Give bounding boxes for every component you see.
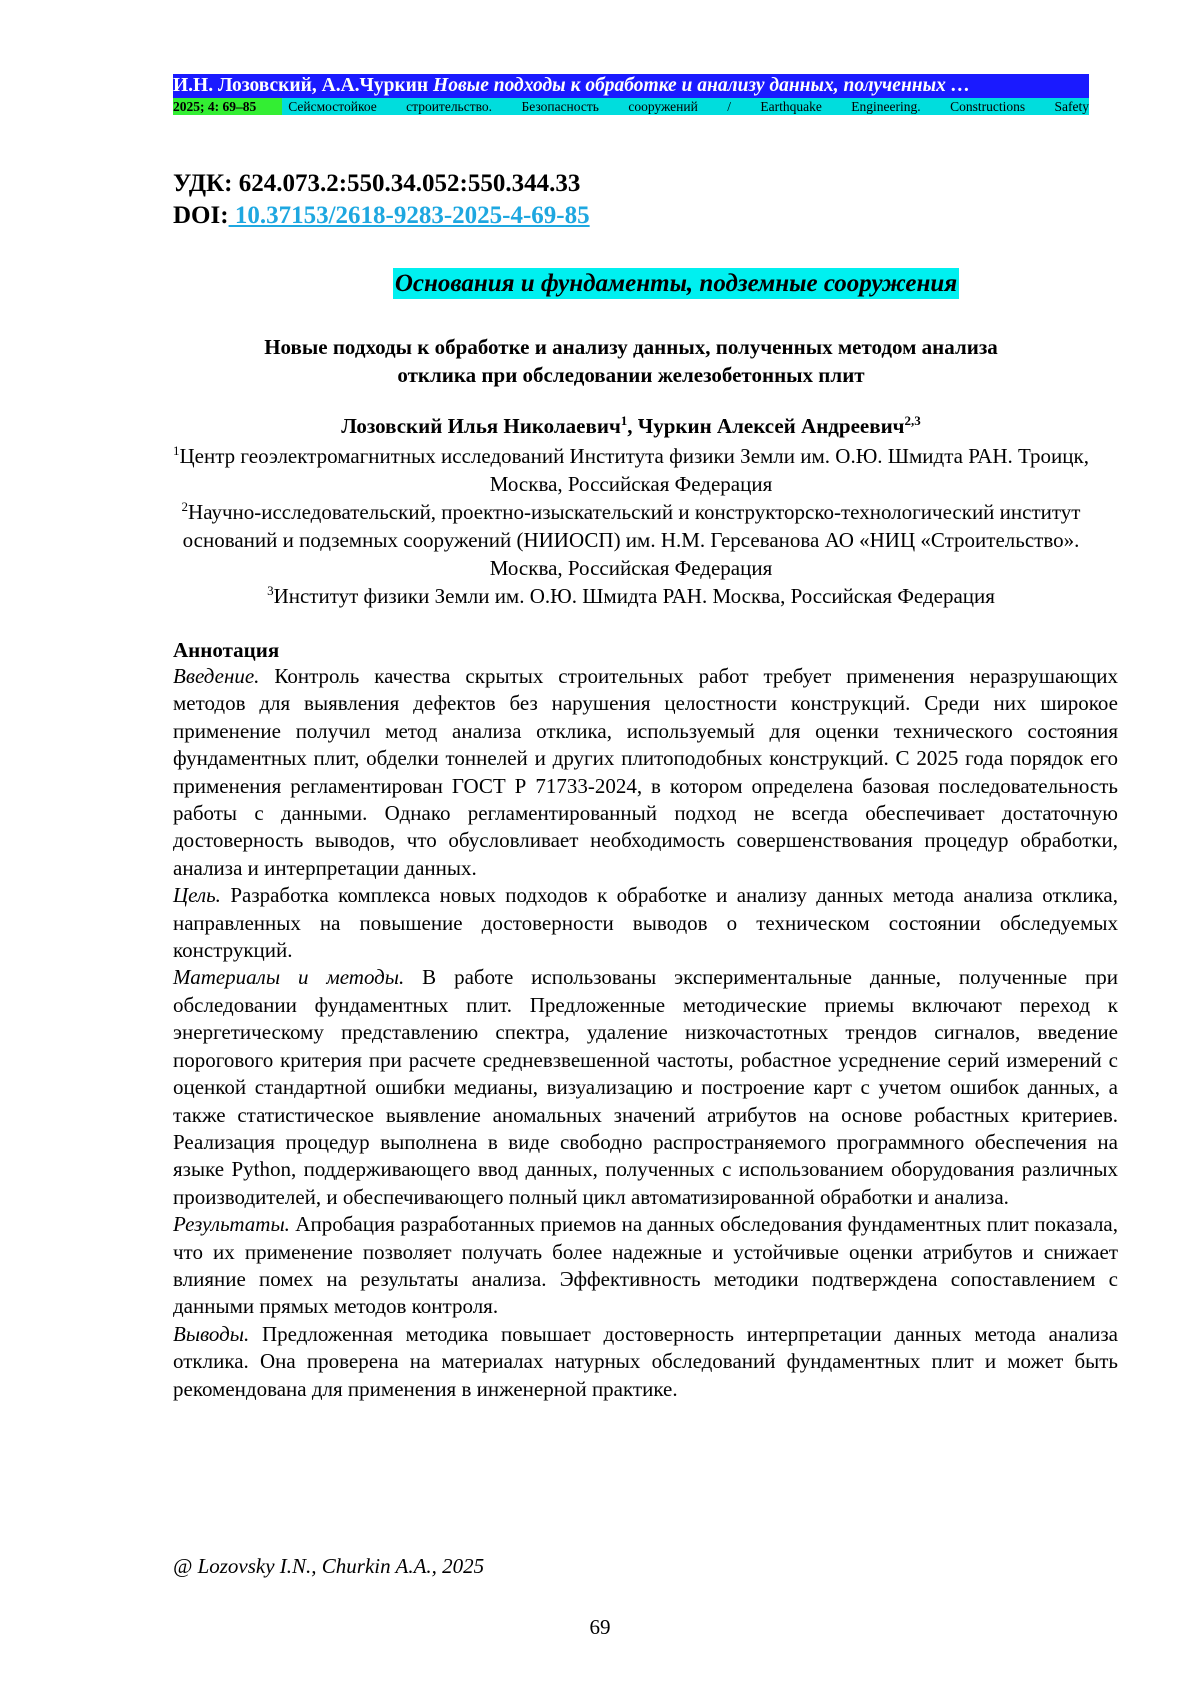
running-header-authors: И.Н. Лозовский, А.А.Чуркин — [173, 75, 429, 96]
abstract-paragraph — [173, 1321, 1118, 1403]
author-name: Чуркин Алексей Андреевич — [637, 414, 905, 438]
abstract-paragraph — [173, 663, 1118, 882]
section-heading: Основания и фундаменты, подземные сооружения — [394, 270, 958, 297]
affiliations — [173, 442, 1089, 610]
running-header-title: Новые подходы к обработке и анализу данных, полученных … — [433, 75, 971, 96]
doi-line — [173, 200, 590, 232]
udk-code: УДК: 624.073.2:550.34.052:550.344.33 — [173, 170, 581, 197]
author-name: Лозовский Илья Николаевич — [341, 414, 621, 438]
abstract-section-text: В работе использованы экспериментальные данные, полученные при обследовании фундаментных плит. Предложенные методические приемы включают переход к энергетическому представлению спектра, удаление низкочастотных трендов сигналов, введение порогового критерия при расчете средневзвешенной частоты, робастное усреднение серий измерений с оценкой стандартной ошибки медианы, визуализацию и построение карт с учетом ошибок данных, а также статистическое выявление аномальных значений атрибутов на основе робастных критериев. Реализация процедур выполнена в виде свободно распространяемого программного обеспечения на языке Python, поддерживающего ввод данных, полученных с использованием оборудования различных производителей, и обеспечивающего полный цикл автоматизированной обработки и анализа. — [173, 965, 1118, 1209]
section-wrap — [0, 268, 1200, 299]
affiliation-mark: 2 — [181, 499, 189, 514]
abstract-section-label: Выводы. — [173, 1321, 250, 1346]
author-affiliation-mark: 1 — [620, 413, 628, 428]
abstract-section-label: Материалы и методы. — [173, 965, 405, 990]
abstract-paragraph — [173, 964, 1118, 1211]
article-title-line: Новые подходы к обработке и анализу данных, полученных методом анализа — [264, 335, 998, 359]
article-title-line: отклика при обследовании железобетонных плит — [397, 363, 865, 387]
author-affiliation-mark: 2,3 — [904, 413, 921, 428]
doi-label: DOI: — [173, 202, 229, 229]
abstract-section-label: Результаты. — [173, 1212, 290, 1237]
abstract-paragraph — [173, 1211, 1118, 1321]
abstract-section-label: Цель. — [173, 883, 221, 908]
affiliation — [173, 442, 1089, 498]
abstract-section-text: Предложенная методика повышает достоверность интерпретации данных метода анализа отклика. Она проверена на материалах натурных обследований фундаментных плит и может быть рекомендована для применения в инженерной практике. — [173, 1321, 1118, 1401]
affiliation-mark: 1 — [173, 443, 180, 458]
abstract-section-text: Контроль качества скрытых строительных работ требует применения неразрушающих методов для выявления дефектов без нарушения целостности конструкций. Среди них широкое применение получил метод анализа отклика, используемый для оценки технического состояния фундаментных плит, обделки тоннелей и других плитоподобных конструкций. С 2025 года порядок его применения регламентирован ГОСТ Р 71733-2024, в котором определена базовая последовательность работы с данными. Однако регламентированный подход не всегда обеспечивает достаточную достоверность выводов, что обусловливает необходимость совершенствования процедур обработки, анализа и интерпретации данных. — [173, 664, 1118, 880]
abstract-section-text: Разработка комплекса новых подходов к обработке и анализу данных метода анализа отклика, направленных на повышение достоверности выводов о техническом состоянии обследуемых конструкций. — [173, 883, 1119, 963]
udk-doi-block — [173, 168, 590, 232]
running-header-journal-bar — [173, 98, 1089, 115]
affiliation-text: Институт физики Земли им. О.Ю. Шмидта РАН. Москва, Российская Федерация — [273, 584, 995, 608]
issue-info: 2025; 4: 69–85 — [173, 98, 282, 115]
author-list — [173, 413, 1089, 439]
affiliation — [173, 582, 1089, 610]
article-title — [173, 333, 1089, 389]
affiliation-mark: 3 — [267, 583, 274, 598]
abstract-section-label: Введение. — [173, 664, 260, 688]
abstract-paragraph — [173, 882, 1118, 964]
affiliation-text: Научно-исследовательский, проектно-изыскательский и конструкторско-технологический институт оснований и подземных сооружений (НИИОСП) им. Н.М. Герсеванова АО «НИЦ «Строительство». Москва, Российская Федерация — [182, 500, 1081, 580]
page-number: 69 — [589, 1615, 611, 1639]
affiliation-text: Центр геоэлектромагнитных исследований Института физики Земли им. О.Ю. Шмидта РАН. Троицк, Москва, Российская Федерация — [179, 444, 1089, 496]
abstract-section-text: Апробация разработанных приемов на данных обследования фундаментных плит показала, что их применение позволяет получать более надежные и устойчивые оценки атрибутов и снижает влияние помех на результаты анализа. Эффективность методики подтверждена сопоставлением с данными прямых методов контроля. — [173, 1212, 1119, 1319]
running-header-title-bar — [173, 74, 1089, 98]
doi-link[interactable]: 10.37153/2618-9283-2025-4-69-85 — [228, 202, 590, 229]
abstract-body — [173, 663, 1118, 1403]
affiliation — [173, 498, 1089, 582]
abstract-heading: Аннотация — [173, 638, 280, 662]
journal-name: Сейсмостойкое строительство. Безопасность сооружений / Earthquake Engineering. Constructions Safety — [288, 99, 1089, 114]
author-separator: , — [627, 414, 638, 438]
copyright-notice: @ Lozovsky I.N., Churkin A.A., 2025 — [173, 1554, 485, 1578]
